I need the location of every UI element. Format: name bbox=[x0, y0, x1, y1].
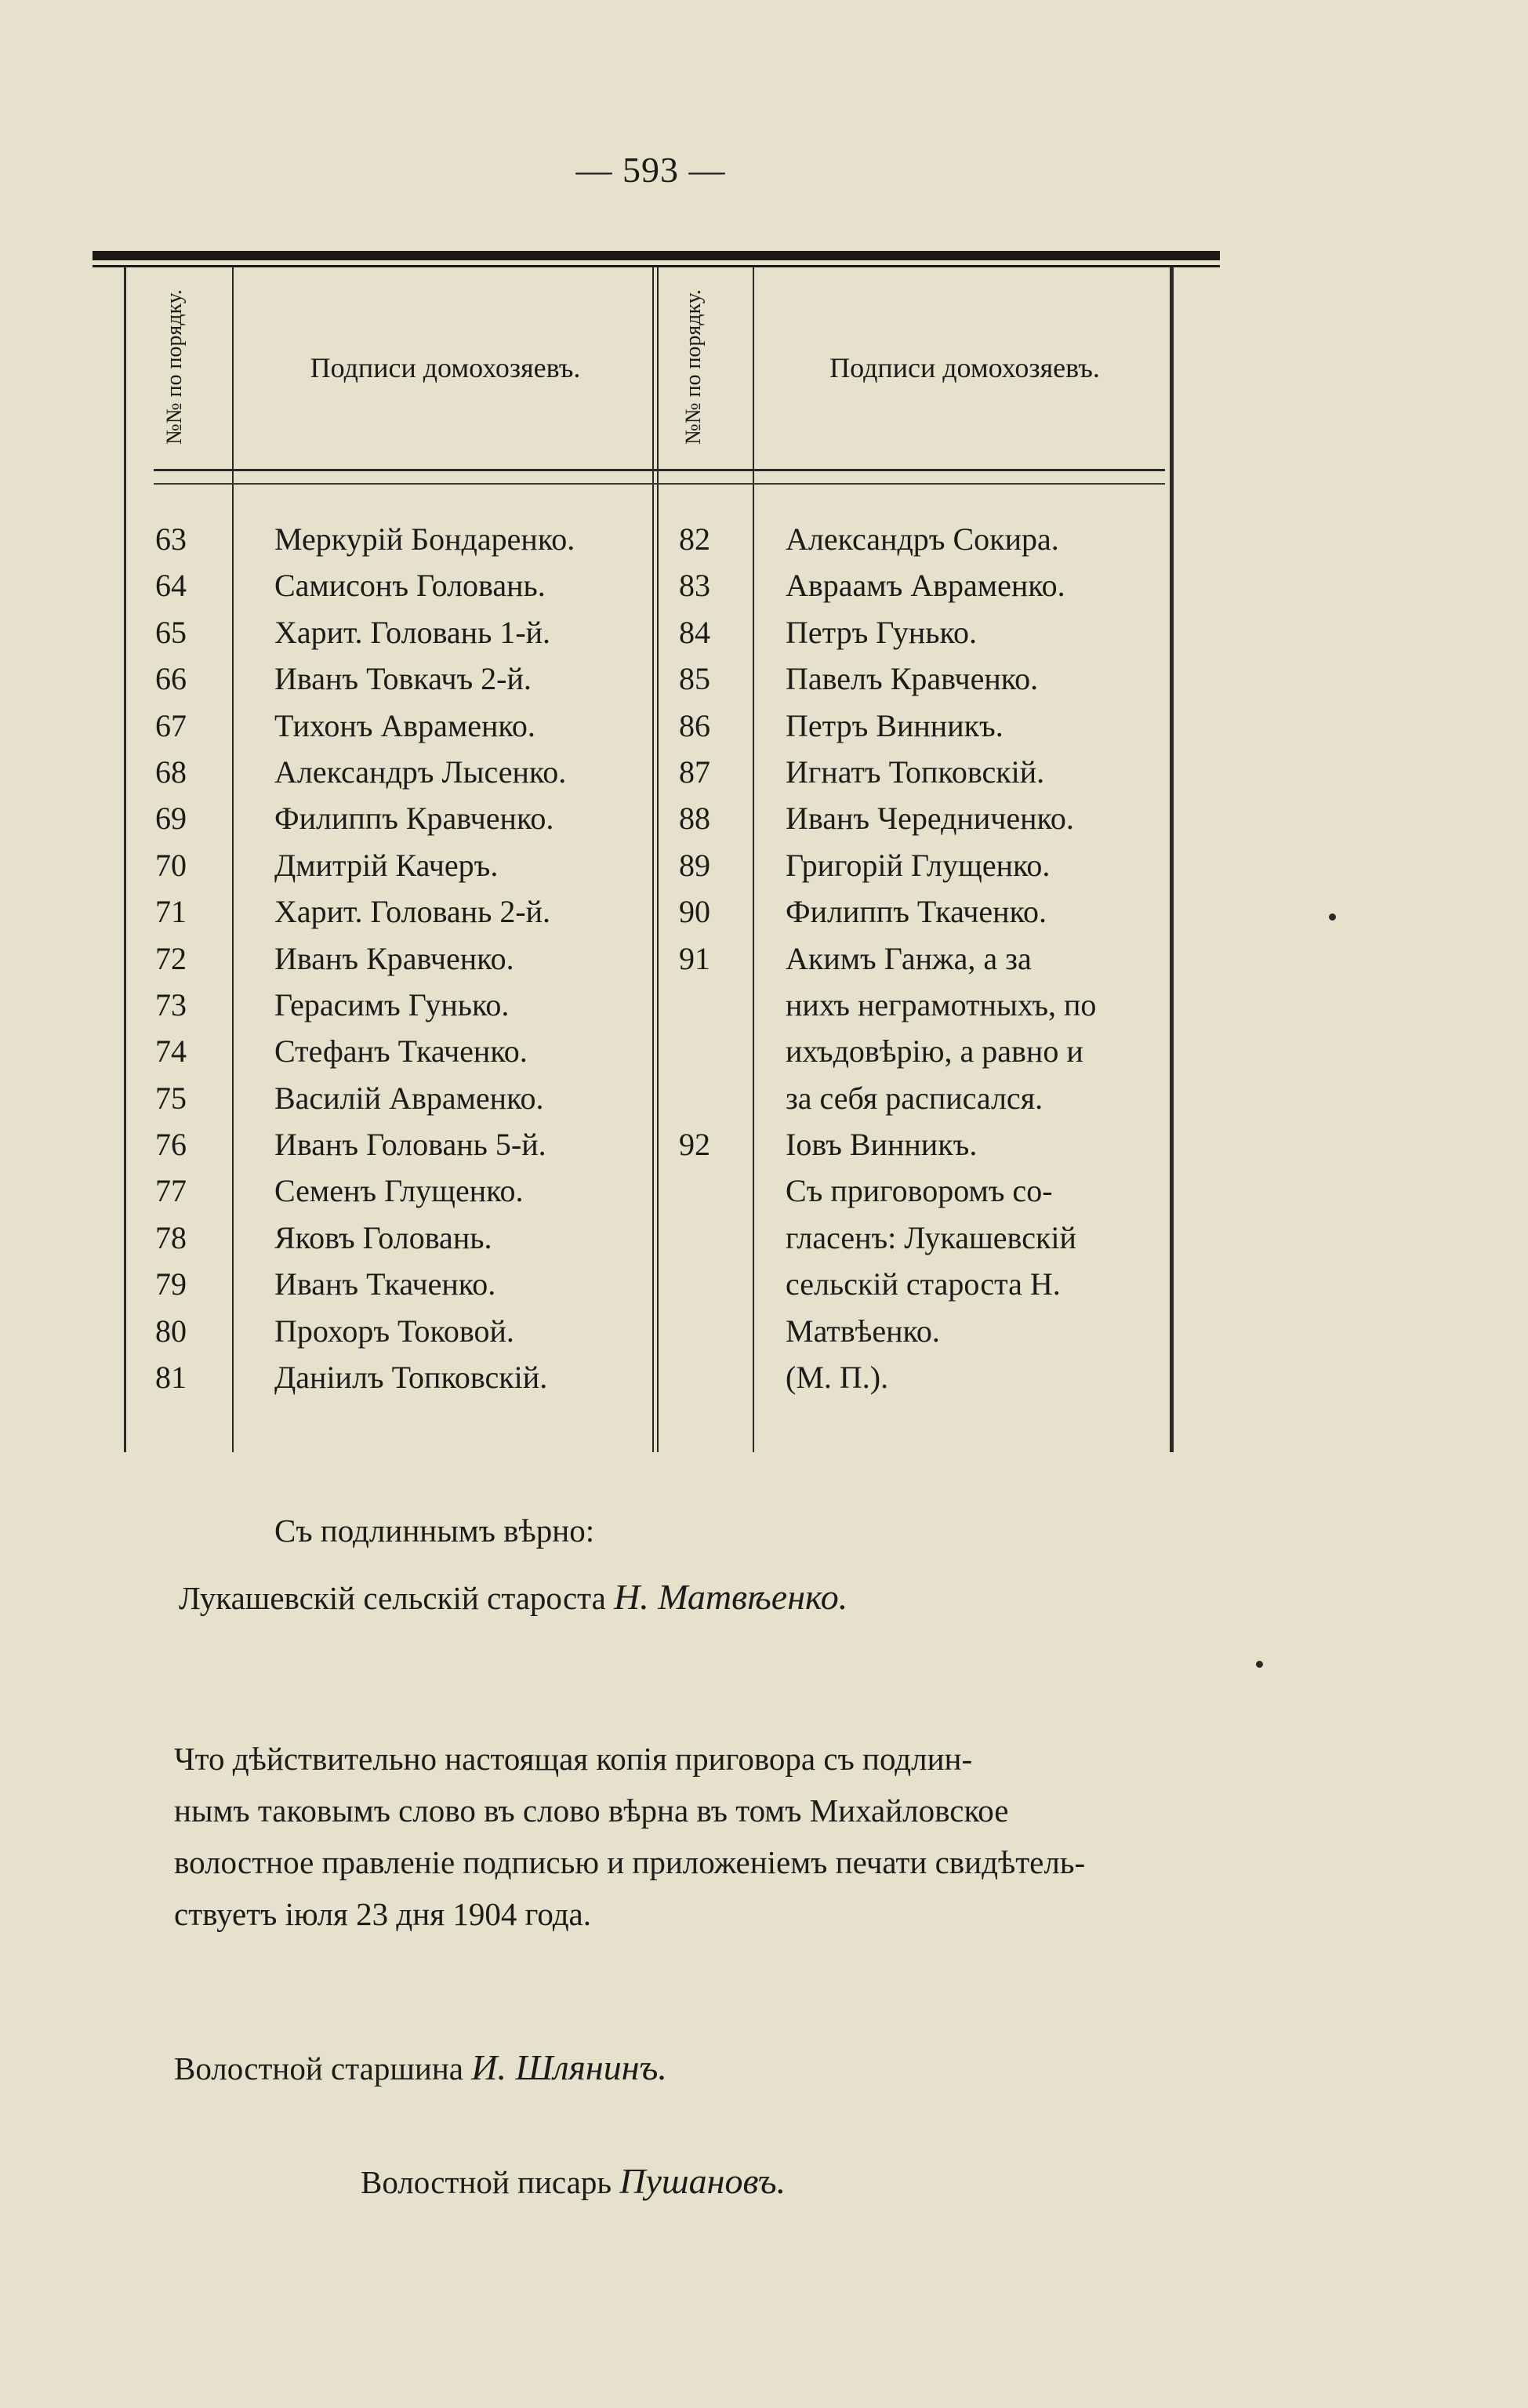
table-top-rule bbox=[93, 251, 1220, 260]
household-number: 70 bbox=[155, 847, 187, 883]
household-signature: Иванъ Кравченко. bbox=[274, 940, 514, 976]
household-signature: Филиппъ Кравченко. bbox=[274, 801, 554, 837]
village-elder-line bbox=[179, 1576, 847, 1618]
household-number: 83 bbox=[679, 568, 710, 604]
table-row bbox=[93, 703, 1221, 749]
household-number: 69 bbox=[155, 801, 187, 837]
household-signature: (М. П.). bbox=[786, 1360, 889, 1396]
household-signature: Стефанъ Ткаченко. bbox=[274, 1033, 528, 1070]
household-signature: Григорій Глущенко. bbox=[786, 847, 1051, 883]
household-signature: нихъ неграмотныхъ, по bbox=[786, 986, 1097, 1022]
household-number: 79 bbox=[155, 1266, 187, 1302]
household-number: 71 bbox=[155, 894, 187, 930]
header-signatures-column: Подписи домохозяевъ. bbox=[310, 352, 581, 383]
household-signature: Харит. Головань 2-й. bbox=[274, 894, 551, 930]
household-number: 76 bbox=[155, 1127, 187, 1163]
household-number: 63 bbox=[155, 521, 187, 557]
header-rule bbox=[154, 469, 1165, 471]
household-signature: Харит. Головань 1-й. bbox=[274, 614, 551, 650]
household-signature: Меркурій Бондаренко. bbox=[274, 521, 575, 557]
household-signature: ихъдовѣрію, а равно и bbox=[786, 1033, 1083, 1070]
household-signature: Самисонъ Головань. bbox=[274, 568, 546, 604]
household-signature: Иванъ Товкачъ 2-й. bbox=[274, 661, 532, 697]
table-row bbox=[93, 1261, 1221, 1307]
certification-line: волостное правленіе подписью и приложеніемъ печати свидѣтель- bbox=[174, 1844, 1086, 1880]
table-row bbox=[93, 795, 1221, 841]
foreman-line bbox=[174, 2047, 667, 2088]
certification-paragraph bbox=[174, 1733, 1201, 1940]
household-number: 75 bbox=[155, 1080, 187, 1116]
household-number: 91 bbox=[679, 940, 710, 976]
header-number-column: №№ по порядку. bbox=[681, 289, 706, 445]
household-number: 72 bbox=[155, 940, 187, 976]
household-signature: сельскій староста Н. bbox=[786, 1266, 1061, 1302]
household-signature: Тихонъ Авраменко. bbox=[274, 707, 535, 743]
household-number: 77 bbox=[155, 1173, 187, 1209]
table-row bbox=[93, 1028, 1221, 1074]
table-row bbox=[93, 842, 1221, 888]
household-signature: Яковъ Головань. bbox=[274, 1219, 492, 1255]
household-number: 80 bbox=[155, 1313, 187, 1349]
household-signature: Акимъ Ганжа, а за bbox=[786, 940, 1032, 976]
household-signature: гласенъ: Лукашевскій bbox=[786, 1219, 1076, 1255]
table-row bbox=[93, 1121, 1221, 1168]
household-signature: Иванъ Ткаченко. bbox=[274, 1266, 496, 1302]
table-row bbox=[93, 656, 1221, 702]
household-signature: Павелъ Кравченко. bbox=[786, 661, 1039, 697]
header-number-column: №№ по порядку. bbox=[162, 289, 187, 445]
household-signature: Даніилъ Топковскій. bbox=[274, 1360, 548, 1396]
table-row bbox=[93, 516, 1221, 562]
household-signature: Семенъ Глущенко. bbox=[274, 1173, 524, 1209]
certification-line: Что дѣйствительно настоящая копія приговора съ подлин- bbox=[174, 1741, 973, 1777]
household-signature: Петръ Гунько. bbox=[786, 614, 977, 650]
household-signature: Матвѣенко. bbox=[786, 1313, 940, 1349]
household-number: 68 bbox=[155, 754, 187, 790]
household-number: 74 bbox=[155, 1033, 187, 1070]
household-number: 89 bbox=[679, 847, 710, 883]
household-number: 87 bbox=[679, 754, 710, 790]
clerk-line bbox=[361, 2160, 786, 2202]
table-row bbox=[93, 1075, 1221, 1121]
household-number: 66 bbox=[155, 661, 187, 697]
table-row bbox=[93, 935, 1221, 982]
table-row bbox=[93, 749, 1221, 795]
household-number: 92 bbox=[679, 1127, 710, 1163]
household-number: 84 bbox=[679, 614, 710, 650]
village-elder-title: Лукашевскій сельскій староста bbox=[179, 1580, 606, 1616]
table-row bbox=[93, 562, 1221, 608]
foreman-signature: И. Шлянинъ. bbox=[471, 2047, 667, 2087]
header-signatures-column: Подписи домохозяевъ. bbox=[829, 352, 1100, 383]
header-rule-thin bbox=[154, 483, 1165, 485]
table-body bbox=[93, 516, 1221, 1400]
signatures-table bbox=[93, 251, 1221, 1451]
clerk-title: Волостной писарь bbox=[361, 2164, 612, 2200]
household-signature: Іовъ Винникъ. bbox=[786, 1127, 978, 1163]
household-signature: Петръ Винникъ. bbox=[786, 707, 1004, 743]
household-number: 82 bbox=[679, 521, 710, 557]
household-signature: Александръ Сокира. bbox=[786, 521, 1059, 557]
household-signature: за себя расписался. bbox=[786, 1080, 1043, 1116]
household-signature: Иванъ Чередниченко. bbox=[786, 801, 1074, 837]
household-number: 78 bbox=[155, 1219, 187, 1255]
household-number: 64 bbox=[155, 568, 187, 604]
table-row bbox=[93, 609, 1221, 656]
table-row bbox=[93, 982, 1221, 1028]
table-row bbox=[93, 1308, 1221, 1354]
household-number: 65 bbox=[155, 614, 187, 650]
household-signature: Иванъ Головань 5-й. bbox=[274, 1127, 546, 1163]
household-number: 86 bbox=[679, 707, 710, 743]
household-signature: Дмитрій Качеръ. bbox=[274, 847, 499, 883]
household-signature: Александръ Лысенко. bbox=[274, 754, 567, 790]
village-elder-signature: Н. Матвѣенко. bbox=[614, 1577, 848, 1617]
household-signature: Прохоръ Токовой. bbox=[274, 1313, 514, 1349]
household-signature: Авраамъ Авраменко. bbox=[786, 568, 1065, 604]
household-signature: Съ приговоромъ со- bbox=[786, 1173, 1053, 1209]
household-number: 67 bbox=[155, 707, 187, 743]
table-row bbox=[93, 888, 1221, 935]
household-number: 85 bbox=[679, 661, 710, 697]
ink-speck bbox=[1329, 913, 1336, 921]
correct-copy-label: Съ подлиннымъ вѣрно: bbox=[274, 1513, 595, 1549]
household-signature: Герасимъ Гунько. bbox=[274, 986, 510, 1022]
household-number: 81 bbox=[155, 1360, 187, 1396]
certification-line: ствуетъ іюля 23 дня 1904 года. bbox=[174, 1896, 591, 1932]
foreman-title: Волостной старшина bbox=[174, 2050, 463, 2087]
page-number: — 593 — bbox=[575, 150, 726, 190]
certification-line: нымъ таковымъ слово въ слово вѣрна въ томъ Михайловское bbox=[174, 1792, 1009, 1829]
table-row bbox=[93, 1215, 1221, 1261]
household-signature: Василій Авраменко. bbox=[274, 1080, 544, 1116]
table-row bbox=[93, 1354, 1221, 1400]
table-row bbox=[93, 1168, 1221, 1214]
table-top-rule-thin bbox=[93, 265, 1220, 267]
household-number: 90 bbox=[679, 894, 710, 930]
ink-speck bbox=[1256, 1661, 1263, 1668]
household-signature: Филиппъ Ткаченко. bbox=[786, 894, 1047, 930]
clerk-signature: Пушановъ. bbox=[619, 2161, 786, 2201]
household-signature: Игнатъ Топковскій. bbox=[786, 754, 1045, 790]
household-number: 88 bbox=[679, 801, 710, 837]
household-number: 73 bbox=[155, 986, 187, 1022]
